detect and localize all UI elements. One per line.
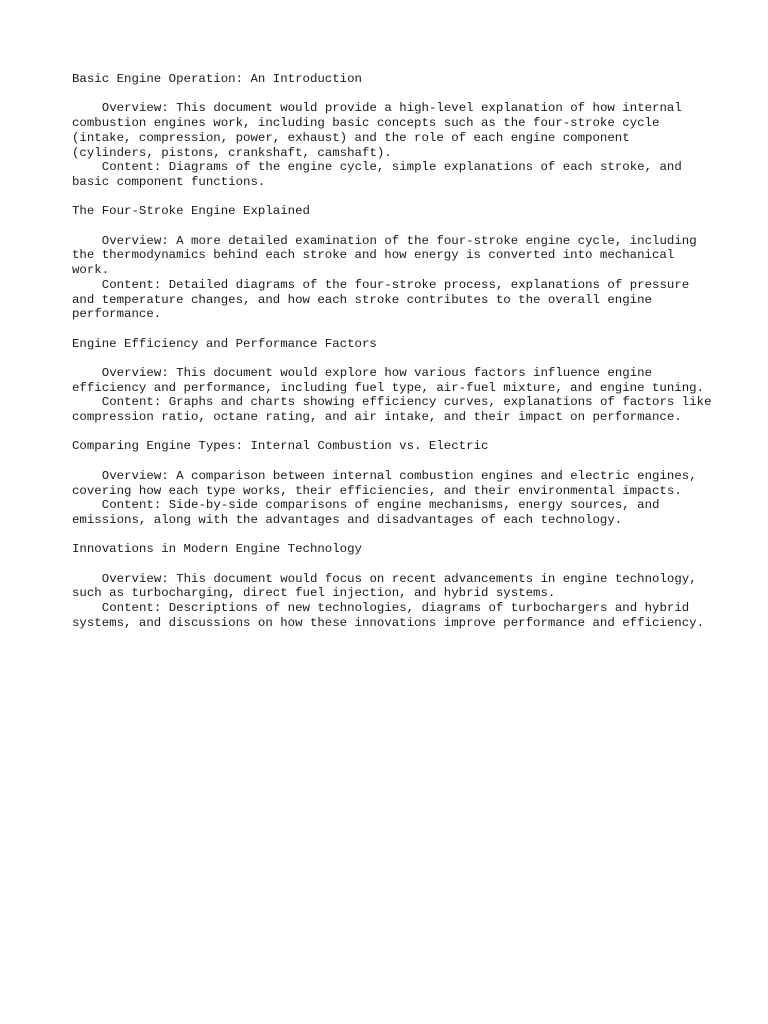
section-basic-engine-operation (72, 72, 712, 190)
document-page (72, 72, 712, 645)
content-paragraph: Content: Side-by-side comparisons of engine mechanisms, energy sources, and emissions, along with the advantages and disadvantages of each technology. (72, 498, 660, 527)
section-comparing-engine-types (72, 439, 712, 527)
section-engine-efficiency (72, 337, 712, 425)
overview-paragraph: Overview: This document would provide a high-level explanation of how internal combustion engines work, including basic concepts such as the four-stroke cycle (intake, compression, power, exhaust) and the role of each engine component (cylinders, pistons, crankshaft, camshaft). (72, 101, 682, 160)
section-heading: Innovations in Modern Engine Technology (72, 542, 362, 557)
overview-paragraph: Overview: A comparison between internal combustion engines and electric engines, covering how each type works, their efficiencies, and their environmental impacts. (72, 468, 697, 498)
section-heading: The Four-Stroke Engine Explained (72, 204, 310, 219)
section-modern-engine-innovations (72, 542, 712, 630)
section-heading: Basic Engine Operation: An Introduction (72, 72, 362, 86)
content-paragraph: Content: Descriptions of new technologies, diagrams of turbochargers and hybrid systems, and discussions on how these innovations improve performance and efficiency. (72, 601, 705, 630)
overview-paragraph: Overview: This document would focus on recent advancements in engine technology, such as turbocharging, direct fuel injection, and hybrid systems. (72, 571, 697, 601)
section-heading: Engine Efficiency and Performance Factors (72, 336, 377, 351)
section-heading: Comparing Engine Types: Internal Combustion vs. Electric (72, 439, 489, 454)
overview-paragraph: Overview: A more detailed examination of the four-stroke engine cycle, including the thermodynamics behind each stroke and how energy is converted into mechanical work. (72, 233, 697, 278)
content-paragraph: Content: Detailed diagrams of the four-stroke process, explanations of pressure and temperature changes, and how each stroke contributes to the overall engine performance. (72, 277, 690, 322)
content-paragraph: Content: Graphs and charts showing efficiency curves, explanations of factors like compression ratio, octane rating, and air intake, and their impact on performance. (72, 395, 712, 425)
section-four-stroke-engine (72, 204, 712, 322)
content-paragraph: Content: Diagrams of the engine cycle, simple explanations of each stroke, and basic component functions. (72, 160, 682, 189)
overview-paragraph: Overview: This document would explore how various factors influence engine efficiency and performance, including fuel type, air-fuel mixture, and engine tuning. (72, 365, 705, 395)
